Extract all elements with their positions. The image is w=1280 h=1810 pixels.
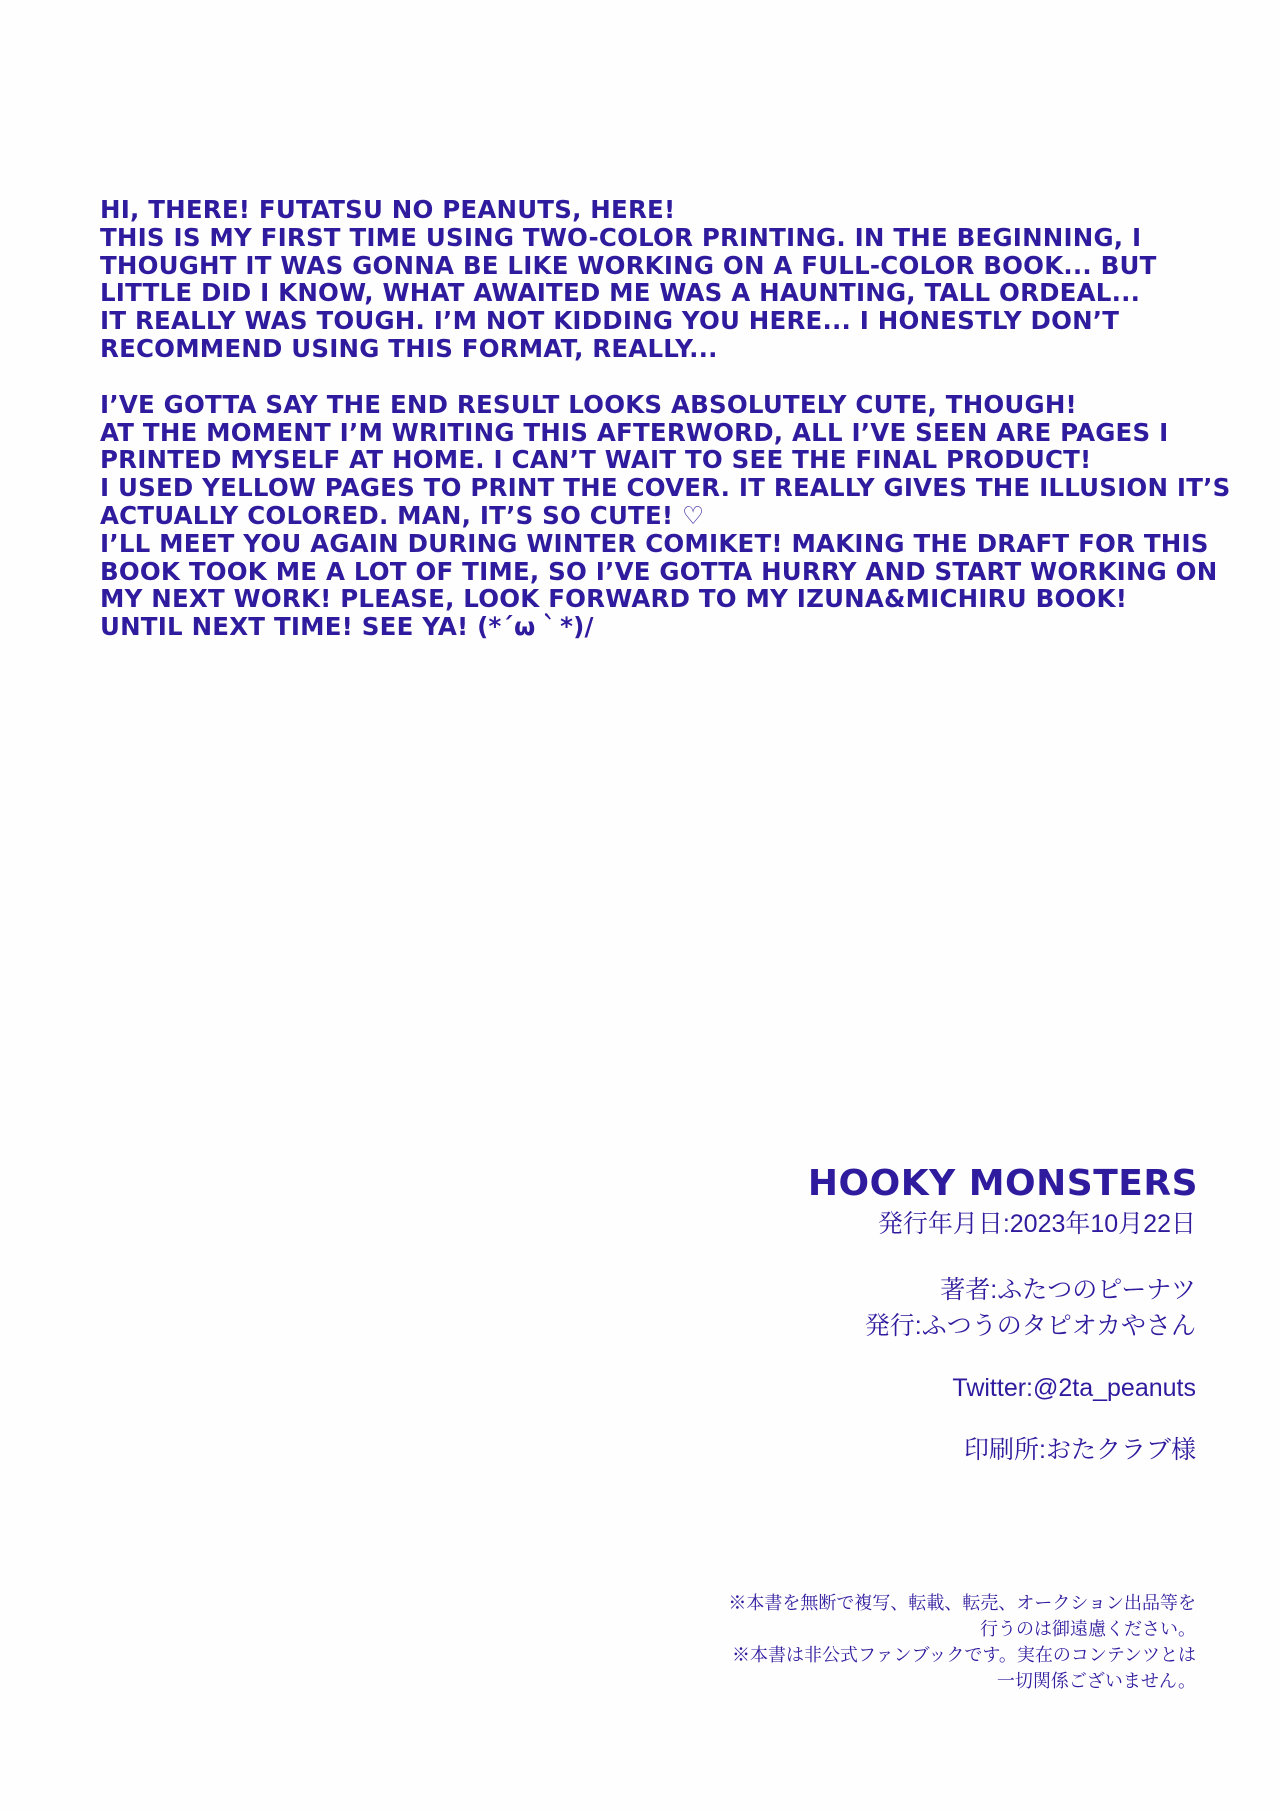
note-line: 行うのは御遠慮ください。 — [980, 1619, 1196, 1639]
afterword-line: I USED YELLOW PAGES TO PRINT THE COVER. IT REALLY GIVES THE ILLUSION IT’S — [100, 473, 1231, 503]
publish-date: 発行年月日:2023年10月22日 — [877, 1210, 1196, 1238]
legal-notes — [728, 1590, 1196, 1694]
afterword-line: LITTLE DID I KNOW, WHAT AWAITED ME WAS A HAUNTING, TALL ORDEAL... — [100, 278, 1141, 308]
author: 著者:ふたつのピーナツ — [940, 1276, 1196, 1304]
afterword-text — [100, 195, 1231, 642]
afterword-line: THOUGHT IT WAS GONNA BE LIKE WORKING ON A FULL-COLOR BOOK... BUT — [100, 250, 1157, 280]
note-line: ※本書は非公式ファンブックです。実在のコンテンツとは — [731, 1645, 1196, 1665]
afterword-line: IT REALLY WAS TOUGH. I’M NOT KIDDING YOU HERE... I HONESTLY DON’T — [100, 306, 1120, 336]
afterword-line: AT THE MOMENT I’M WRITING THIS AFTERWORD, ALL I’VE SEEN ARE PAGES I — [100, 417, 1169, 447]
afterword-line: UNTIL NEXT TIME! SEE YA! (*´ω｀*)/ — [100, 612, 594, 642]
afterword-line: I’VE GOTTA SAY THE END RESULT LOOKS ABSOLUTELY CUTE, THOUGH! — [100, 389, 1077, 419]
book-title: HOOKY MONSTERS — [807, 1163, 1198, 1204]
afterword-line: RECOMMEND USING THIS FORMAT, REALLY... — [100, 333, 718, 363]
afterword-line: HI, THERE! FUTATSU NO PEANUTS, HERE! — [100, 195, 676, 224]
note-line: 一切関係ございません。 — [996, 1671, 1196, 1691]
note-line: ※本書を無断で複写、転載、転売、オークション出品等を — [728, 1593, 1196, 1613]
publisher: 発行:ふつうのタピオカやさん — [864, 1312, 1196, 1340]
afterword-line: I’LL MEET YOU AGAIN DURING WINTER COMIKET! MAKING THE DRAFT FOR THIS — [100, 528, 1209, 558]
afterword-line: ACTUALLY COLORED. MAN, IT’S SO CUTE! ♡ — [100, 500, 705, 530]
afterword-line: THIS IS MY FIRST TIME USING TWO-COLOR PRINTING. IN THE BEGINNING, I — [100, 222, 1142, 252]
afterword-line: MY NEXT WORK! PLEASE, LOOK FORWARD TO MY IZUNA&MICHIRU BOOK! — [100, 584, 1128, 614]
colophon — [808, 1162, 1196, 1468]
printer: 印刷所:おたクラブ様 — [964, 1436, 1196, 1464]
afterword-line: BOOK TOOK ME A LOT OF TIME, SO I’VE GOTTA HURRY AND START WORKING ON — [100, 556, 1218, 586]
afterword-line: PRINTED MYSELF AT HOME. I CAN’T WAIT TO SEE THE FINAL PRODUCT! — [100, 445, 1092, 475]
paragraph-gap — [100, 363, 1200, 391]
twitter-handle: Twitter:@2ta_peanuts — [952, 1374, 1196, 1402]
